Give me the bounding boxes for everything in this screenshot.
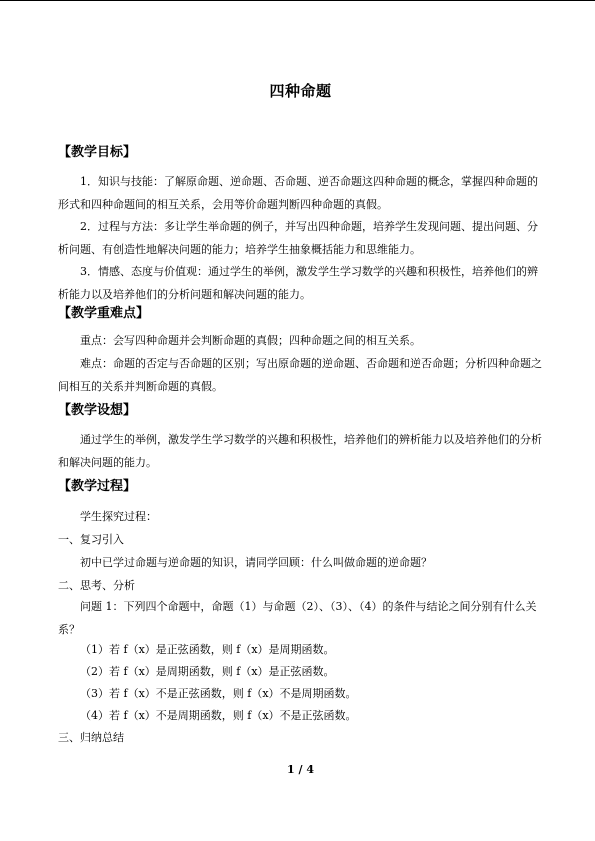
top-rule xyxy=(0,0,595,1)
goals-paragraph-3: 3．情感、态度与价值观：通过学生的举例，激发学生学习数学的兴趣和积极性，培养他们的辨析能力以及培养他们的分析问题和解决问题的能力。 xyxy=(58,265,538,301)
section-goals-heading: 【教学目标】 xyxy=(58,145,137,160)
section-key-points-heading: 【教学重难点】 xyxy=(58,306,150,321)
idea-paragraph: 通过学生的举例，激发学生学习数学的兴趣和积极性，培养他们的辨析能力以及培养他们的分析和解决问题的能力。 xyxy=(58,433,542,469)
process-step-3-heading: 三、归纳总结 xyxy=(58,731,124,744)
process-item-2: （2）若 f（x）是周期函数，则 f（x）是正弦函数。 xyxy=(80,665,335,678)
process-item-1: （1）若 f（x）是正弦函数，则 f（x）是周期函数。 xyxy=(80,643,335,656)
page-title: 四种命题 xyxy=(269,82,332,100)
page-number: 1 / 4 xyxy=(287,763,314,776)
process-step-1-text: 初中已学过命题与逆命题的知识，请同学回顾：什么叫做命题的逆命题？ xyxy=(80,556,432,569)
process-item-4: （4）若 f（x）不是周期函数，则 f（x）不是正弦函数。 xyxy=(80,709,357,722)
section-process-heading: 【教学过程】 xyxy=(58,479,137,494)
process-step-2-heading: 二、思考、分析 xyxy=(58,579,135,592)
goals-paragraph-1: 1．知识与技能：了解原命题、逆命题、否命题、逆否命题这四种命题的概念，掌握四种命题的形式和四种命题间的相互关系，会用等价命题判断四种命题的真假。 xyxy=(58,175,538,211)
section-idea-heading: 【教学设想】 xyxy=(58,403,137,418)
goals-paragraph-2: 2．过程与方法：多让学生举命题的例子，并写出四种命题，培养学生发现问题、提出问题、分析问题、有创造性地解决问题的能力；培养学生抽象概括能力和思维能力。 xyxy=(58,220,538,256)
key-points-focus: 重点：会写四种命题并会判断命题的真假；四种命题之间的相互关系。 xyxy=(80,334,421,347)
process-question-1: 问题 1：下列四个命题中，命题（1）与命题（2）、（3）、（4）的条件与结论之间分别有什么关系？ xyxy=(58,600,537,636)
process-step-1-heading: 一、复习引入 xyxy=(58,533,124,546)
key-points-difficulty: 难点：命题的否定与否命题的区别；写出原命题的逆命题、否命题和逆否命题；分析四种命题之间相互的关系并判断命题的真假。 xyxy=(58,357,542,393)
process-item-3: （3）若 f（x）不是正弦函数，则 f（x）不是周期函数。 xyxy=(80,687,357,700)
process-intro: 学生探究过程： xyxy=(80,510,157,523)
